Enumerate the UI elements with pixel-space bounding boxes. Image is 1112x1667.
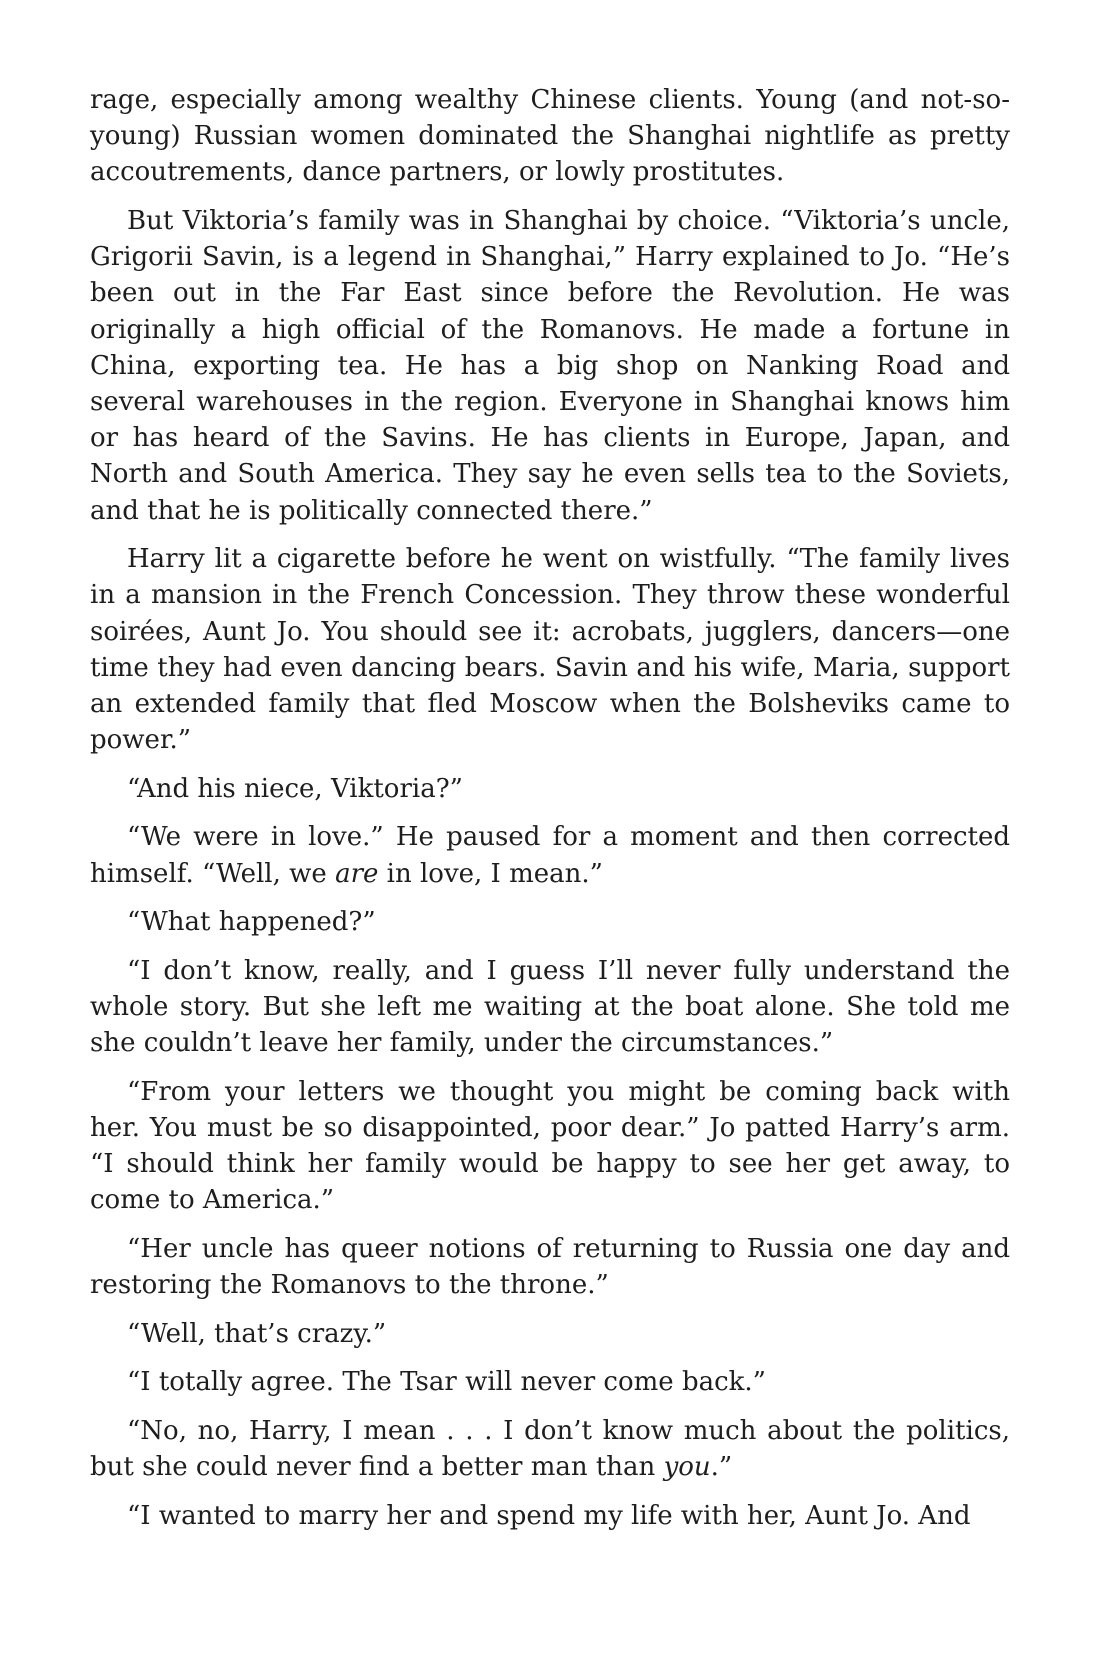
paragraph: rage, especially among wealthy Chinese clients. Young (and not-so-young) Russian women dominated the Shanghai nightlife as pretty accoutrements, dance partners, or lowly prostitutes. xyxy=(90,85,1010,188)
italic-emphasis: are xyxy=(335,858,379,889)
page-body xyxy=(90,82,1010,1546)
paragraph: Harry lit a cigarette before he went on wistfully. “The family lives in a mansion in the French Concession. They throw these wonderful soirées, Aunt Jo. You should see it: acrobats, jugglers, dancers—one time they had even dancing bears. Savin and his wife, Maria, support an extended family that fled Moscow when the Bolsheviks came to power.” xyxy=(90,544,1010,756)
paragraph: “I totally agree. The Tsar will never come back.” xyxy=(127,1367,766,1398)
paragraph: “I don’t know, really, and I guess I’ll never fully understand the whole story. But she left me waiting at the boat alone. She told me she couldn’t leave her family, under the circumstances.” xyxy=(90,955,1010,1059)
paragraph: “I wanted to marry her and spend my life with her, Aunt Jo. And xyxy=(127,1500,971,1531)
paragraph: “We were in love.” He paused for a moment and then corrected himself. “Well, we are in love, I mean.” xyxy=(90,822,1010,889)
paragraph: “No, no, Harry, I mean . . . I don’t know much about the politics, but she could never find a better man than you.” xyxy=(90,1416,1010,1483)
paragraph: But Viktoria’s family was in Shanghai by choice. “Viktoria’s uncle, Grigorii Savin, is a legend in Shanghai,” Harry explained to Jo. “He’s been out in the Far East since before the Revolution. He was originally a high official of the Romanovs. He made a fortune in China, exporting tea. He has a big shop on Nanking Road and several warehouses in the region. Everyone in Shanghai knows him or has heard of the Savins. He has clients in Europe, Japan, and North and South America. They say he even sells tea to the Soviets, and that he is politically connected there.” xyxy=(90,206,1010,526)
paragraph: “What happened?” xyxy=(127,907,376,938)
paragraph: “Well, that’s crazy.” xyxy=(127,1318,387,1349)
italic-emphasis: you xyxy=(663,1452,711,1483)
paragraph: “Her uncle has queer notions of returning to Russia one day and restoring the Romanovs to the throne.” xyxy=(90,1234,1010,1301)
paragraph: “From your letters we thought you might be coming back with her. You must be so disappointed, poor dear.” Jo patted Harry’s arm. “I should think her family would be happy to see her get away, to come to America.” xyxy=(90,1076,1010,1216)
paragraph: “And his niece, Viktoria?” xyxy=(127,773,463,804)
